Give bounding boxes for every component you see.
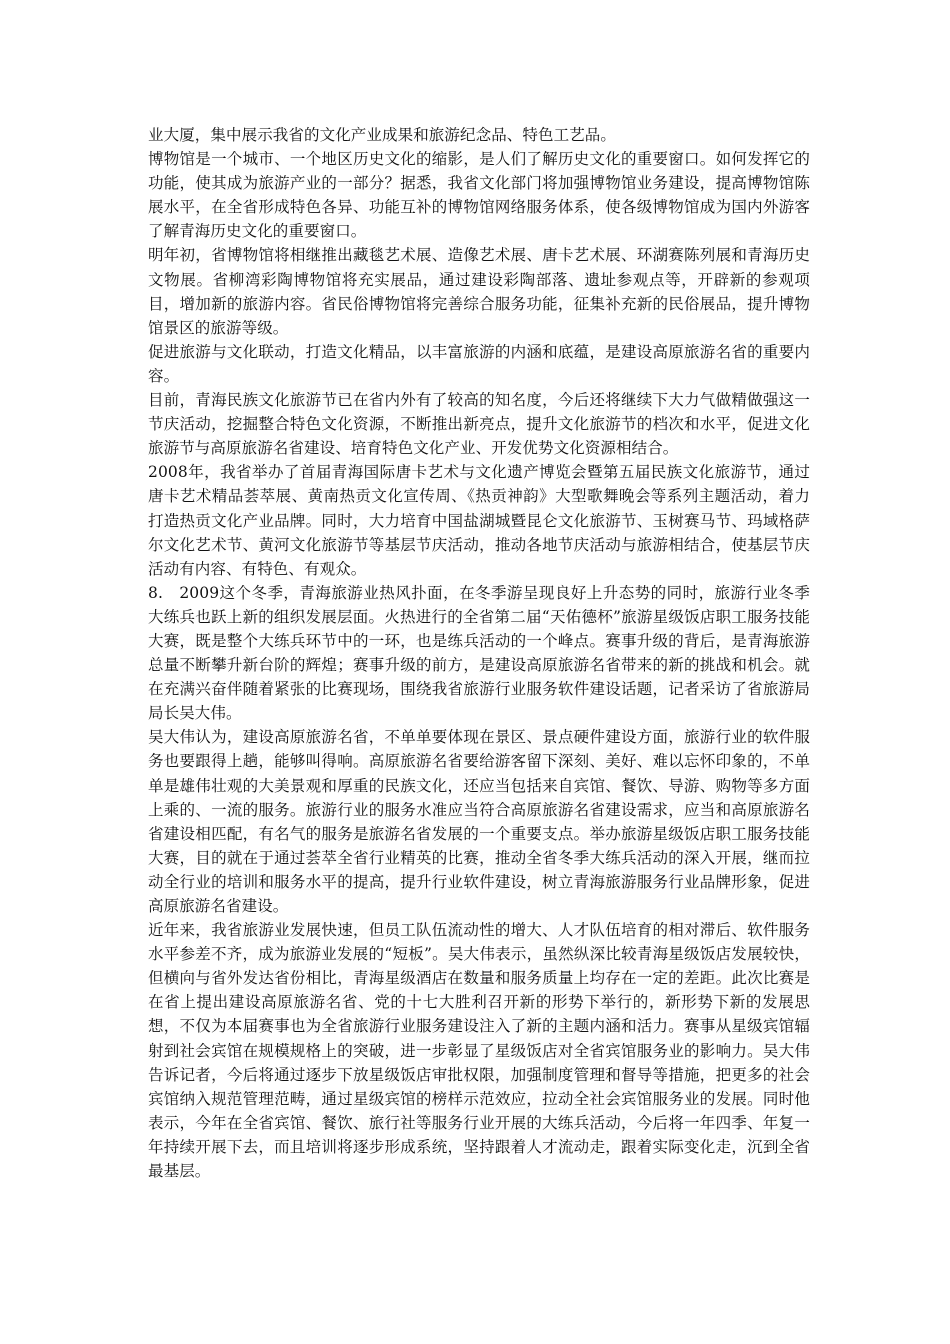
paragraph-exhibition-building: 业大厦，集中展示我省的文化产业成果和旅游纪念品、特色工艺品。 — [148, 126, 617, 144]
paragraph-2008-thangka-expo: 2008年，我省举办了首届青海国际唐卡艺术与文化遗产博览会暨第五届民族文化旅游节，通过唐卡艺术精品荟萃展、黄南热贡文化宣传周、《热贡神韵》大型歌舞晚会等系列主题活动，着力打造热贡文化产业品牌。同时，大力培育中国盐湖城暨昆仑文化旅游节、玉树赛马节、玛域格萨尔文化艺术节、黄河文化旅游节等基层节庆活动，推动各地节庆活动与旅游相结合，使基层节庆活动有内容、有特色、有观众。 — [148, 463, 810, 578]
paragraph-museum-exhibitions: 明年初，省博物馆将相继推出藏毯艺术展、造像艺术展、唐卡艺术展、环湖赛陈列展和青海历史文物展。省柳湾彩陶博物馆将充实展品，通过建设彩陶部落、遗址参观点等，开辟新的参观项目，增加新的旅游内容。省民俗博物馆将完善综合服务功能，征集补充新的民俗展品，提升博物馆景区的旅游等级。 — [148, 246, 810, 337]
article-body — [148, 123, 810, 1183]
paragraph-staff-shortboard: 近年来，我省旅游业发展快速，但员工队伍流动性的增大、人才队伍培育的相对滞后、软件服务水平参差不齐，成为旅游业发展的“短板”。吴大伟表示，虽然纵深比较青海星级饭店发展较快，但横向与省外发达省份相比，青海星级酒店在数量和服务质量上均存在一定的差距。此次比赛是在省上提出建设高原旅游名省、党的十七大胜利召开新的形势下举行的，新形势下新的发展思想，不仅为本届赛事也为全省旅游行业服务建设注入了新的主题内涵和活力。赛事从星级宾馆辐射到社会宾馆在规模规格上的突破，进一步彰显了星级饭店对全省宾馆服务业的影响力。吴大伟告诉记者，今后将通过逐步下放星级饭店审批权限，加强制度管理和督导等措施，把更多的社会宾馆纳入规范管理范畴，通过星级宾馆的榜样示范效应，拉动全社会宾馆服务业的发展。同时他表示，今年在全省宾馆、餐饮、旅行社等服务行业开展的大练兵活动，今后将一年四季、年复一年持续开展下去，而且培训将逐步形成系统，坚持跟着人才流动走，跟着实际变化走，沉到全省最基层。 — [148, 921, 810, 1181]
paragraph-tourism-culture-link: 促进旅游与文化联动，打造文化精品，以丰富旅游的内涵和底蕴，是建设高原旅游名省的重要内容。 — [148, 342, 810, 385]
paragraph-ethnic-culture-festival: 目前，青海民族文化旅游节已在省内外有了较高的知名度，今后还将继续下大力气做精做强这一节庆活动，挖掘整合特色文化资源，不断推出新亮点，提升文化旅游节的档次和水平，促进文化旅游节与高原旅游名省建设、培育特色文化产业、开发优势文化资源相结合。 — [148, 391, 810, 458]
paragraph-wu-dawei-views: 吴大伟认为，建设高原旅游名省，不单单要体现在景区、景点硬件建设方面，旅游行业的软件服务也要跟得上趟，能够叫得响。高原旅游名省要给游客留下深刻、美好、难以忘怀印象的，不单单是雄伟壮观的大美景观和厚重的民族文化，还应当包括来自宾馆、餐饮、导游、购物等多方面上乘的、一流的服务。旅游行业的服务水准应当符合高原旅游名省建设需求，应当和高原旅游名省建设相匹配，有名气的服务是旅游名省发展的一个重要支点。举办旅游星级饭店职工服务技能大赛，目的就在于通过荟萃全省行业精英的比赛，推动全省冬季大练兵活动的深入开展，继而拉动全行业的培训和服务水平的提高，提升行业软件建设，树立青海旅游服务行业品牌形象，促进高原旅游名省建设。 — [148, 728, 810, 915]
paragraph-2009-winter-training: 8. 2009这个冬季，青海旅游业热风扑面，在冬季游呈现良好上升态势的同时，旅游行业冬季大练兵也跃上新的组织发展层面。火热进行的全省第二届“天佑德杯”旅游星级饭店职工服务技能大赛，既是整个大练兵环节中的一环，也是练兵活动的一个峰点。赛事升级的背后，是青海旅游总量不断攀升新台阶的辉煌；赛事升级的前方，是建设高原旅游名省带来的新的挑战和机会。就在充满兴奋伴随着紧张的比赛现场，围绕我省旅游行业服务软件建设话题，记者采访了省旅游局局长吴大伟。 — [148, 583, 810, 723]
paragraph-museum-role: 博物馆是一个城市、一个地区历史文化的缩影，是人们了解历史文化的重要窗口。如何发挥它的功能，使其成为旅游产业的一部分？据悉，我省文化部门将加强博物馆业务建设，提高博物馆陈展水平，在全省形成特色各异、功能互补的博物馆网络服务体系，使各级博物馆成为国内外游客了解青海历史文化的重要窗口。 — [148, 150, 810, 241]
